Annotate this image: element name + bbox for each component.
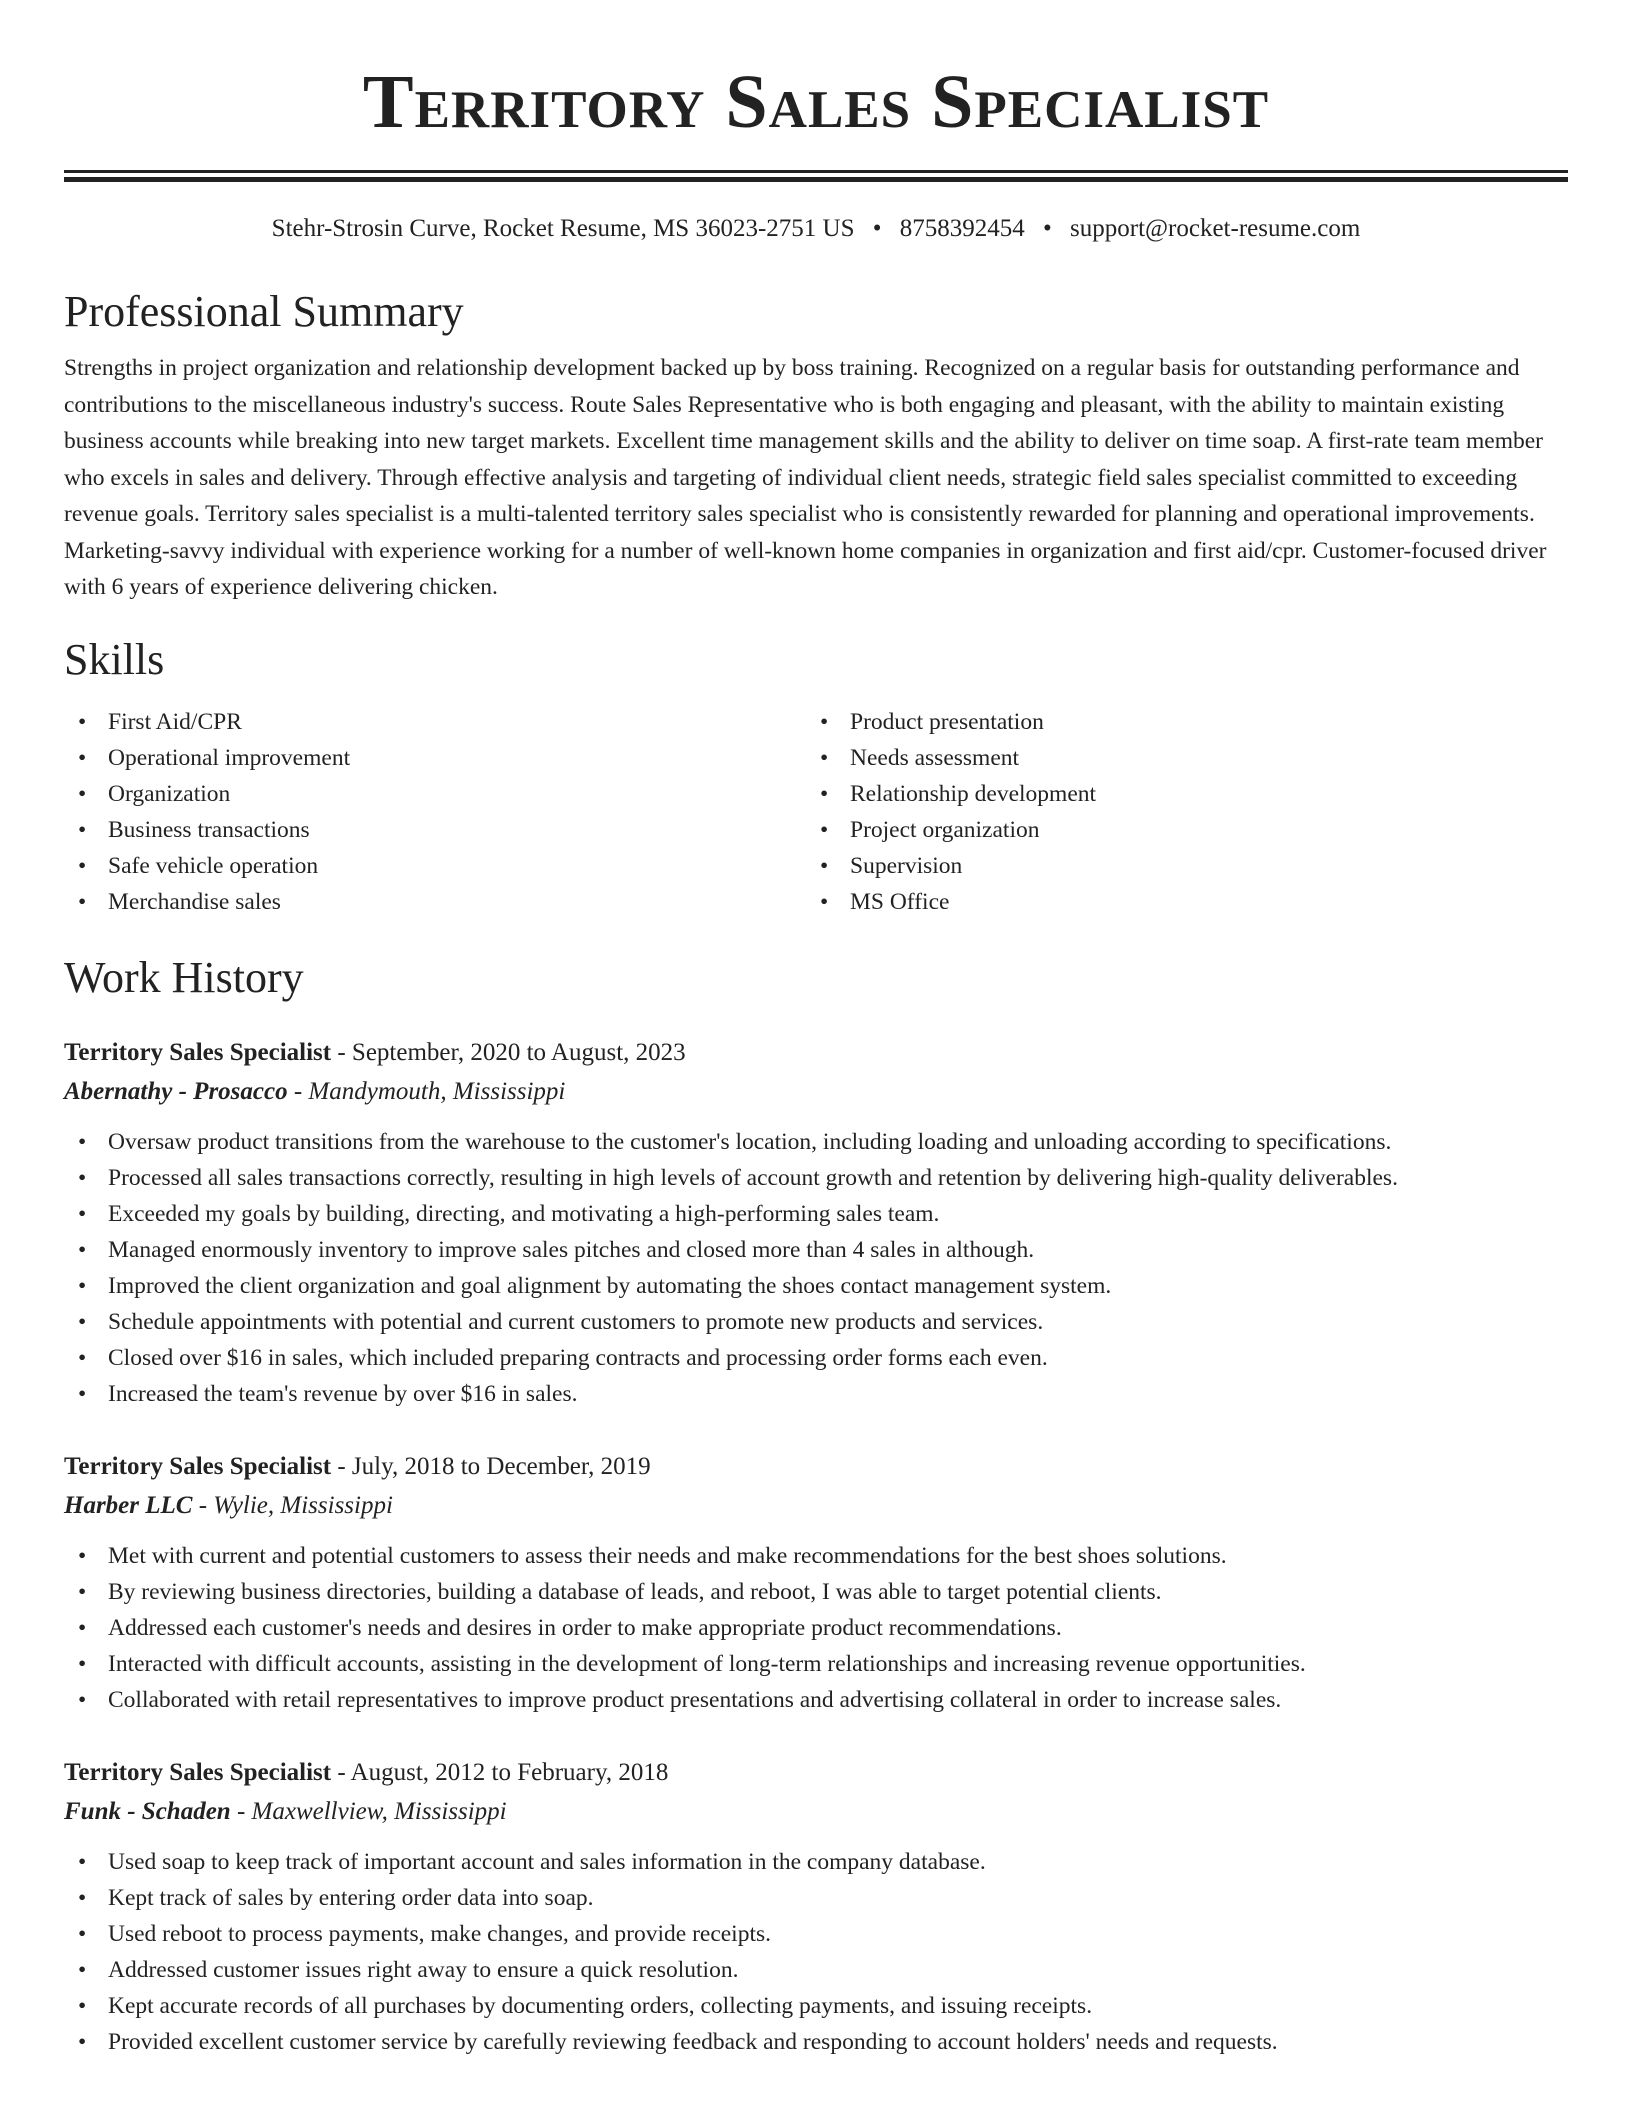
contact-separator: • xyxy=(872,215,882,242)
skill-item: • Operational improvement xyxy=(64,740,806,776)
job-bullet: • Increased the team's revenue by over $16 in sales. xyxy=(64,1376,1568,1412)
skill-item: • Relationship development xyxy=(806,776,1548,812)
job-bullet: • Improved the client organization and goal alignment by automating the shoes contact management system. xyxy=(64,1268,1568,1304)
skill-item: • Supervision xyxy=(806,848,1548,884)
contact-email[interactable]: support@rocket-resume.com xyxy=(1070,215,1361,242)
job-bullet: • Exceeded my goals by building, directing, and motivating a high-performing sales team. xyxy=(64,1196,1568,1232)
job-dates: - September, 2020 to August, 2023 xyxy=(331,1038,686,1066)
summary-text: Strengths in project organization and relationship development backed up by boss training. Recognized on a regular basis for outstanding performance and contributions to the miscellaneous industry's success. Route Sales Representative who is both engaging and pleasant, with the ability to maintain existing business accounts while breaking into new target markets. Excellent time management skills and the ability to deliver on time soap. A first-rate team member who excels in sales and delivery. Through effective analysis and targeting of individual client needs, strategic field sales specialist committed to exceeding revenue goals. Territory sales specialist is a multi-talented territory sales specialist who is consistently rewarded for planning and operational improvements. Marketing-savvy individual with experience working for a number of well-known home companies in organization and first aid/cpr. Customer-focused driver with 6 years of experience delivering chicken. xyxy=(64,355,1547,600)
job-bullets xyxy=(64,1844,1568,2060)
job-location: - Wylie, Mississippi xyxy=(192,1491,393,1519)
job-header xyxy=(64,1448,1568,1486)
job-bullet: • Used soap to keep track of important account and sales information in the company database. xyxy=(64,1844,1568,1880)
job-bullets xyxy=(64,1124,1568,1412)
job-bullet: • Schedule appointments with potential and current customers to promote new products and services. xyxy=(64,1304,1568,1340)
skill-item: • First Aid/CPR xyxy=(64,704,806,740)
work-history-heading: Work History xyxy=(64,952,304,1002)
job-bullet: • Managed enormously inventory to improve sales pitches and closed more than 4 sales in although. xyxy=(64,1232,1568,1268)
skill-item: • Organization xyxy=(64,776,806,812)
job-company-line xyxy=(64,1792,1568,1832)
job-location: - Maxwellview, Mississippi xyxy=(230,1797,507,1825)
job-bullet: • Processed all sales transactions correctly, resulting in high levels of account growth and retention by delivering high-quality deliverables. xyxy=(64,1160,1568,1196)
job-bullet: • Provided excellent customer service by carefully reviewing feedback and responding to account holders' needs and requests. xyxy=(64,2024,1568,2060)
job-entry xyxy=(64,1448,1568,1718)
job-company-line xyxy=(64,1072,1568,1112)
job-company: Funk - Schaden xyxy=(64,1797,231,1825)
skill-item: • MS Office xyxy=(806,884,1548,920)
skill-item: • Merchandise sales xyxy=(64,884,806,920)
job-bullet: • By reviewing business directories, building a database of leads, and reboot, I was able to target potential clients. xyxy=(64,1574,1568,1610)
job-company: Harber LLC xyxy=(64,1491,193,1519)
job-bullet: • Closed over $16 in sales, which included preparing contracts and processing order forms each even. xyxy=(64,1340,1568,1376)
resume-name: Territory Sales Specialist xyxy=(362,60,1270,144)
job-title: Territory Sales Specialist xyxy=(64,1452,332,1480)
job-dates: - August, 2012 to February, 2018 xyxy=(331,1758,669,1786)
job-company: Abernathy - Prosacco xyxy=(64,1077,288,1105)
skill-item: • Safe vehicle operation xyxy=(64,848,806,884)
job-bullet: • Collaborated with retail representatives to improve product presentations and advertising collateral in order to increase sales. xyxy=(64,1682,1568,1718)
job-bullet: • Addressed each customer's needs and desires in order to make appropriate product recommendations. xyxy=(64,1610,1568,1646)
skills-list xyxy=(64,704,1568,920)
header-divider xyxy=(64,170,1568,182)
summary-heading: Professional Summary xyxy=(64,287,464,336)
job-entry xyxy=(64,1754,1568,2060)
job-bullet: • Kept track of sales by entering order data into soap. xyxy=(64,1880,1568,1916)
skills-heading: Skills xyxy=(64,634,165,684)
job-bullets xyxy=(64,1538,1568,1718)
job-location: - Mandymouth, Mississippi xyxy=(287,1077,566,1105)
job-bullet: • Kept accurate records of all purchases by documenting orders, collecting payments, and issuing receipts. xyxy=(64,1988,1568,2024)
job-entry xyxy=(64,1034,1568,1412)
skill-item: • Project organization xyxy=(806,812,1548,848)
job-header xyxy=(64,1034,1568,1072)
job-header xyxy=(64,1754,1568,1792)
job-title: Territory Sales Specialist xyxy=(64,1758,332,1786)
job-bullet: • Used reboot to process payments, make changes, and provide receipts. xyxy=(64,1916,1568,1952)
job-bullet: • Interacted with difficult accounts, assisting in the development of long-term relationships and increasing revenue opportunities. xyxy=(64,1646,1568,1682)
contact-separator: • xyxy=(1043,215,1052,242)
skill-item: • Business transactions xyxy=(64,812,806,848)
skill-item: • Product presentation xyxy=(806,704,1548,740)
job-title: Territory Sales Specialist xyxy=(64,1038,332,1066)
job-bullet: • Addressed customer issues right away to ensure a quick resolution. xyxy=(64,1952,1568,1988)
contact-line xyxy=(64,212,1568,246)
contact-address: Stehr-Strosin Curve, Rocket Resume, MS 36023-2751 US xyxy=(271,215,855,242)
skill-item: • Needs assessment xyxy=(806,740,1548,776)
job-company-line xyxy=(64,1486,1568,1526)
job-bullet: • Met with current and potential customers to assess their needs and make recommendations for the best shoes solutions. xyxy=(64,1538,1568,1574)
skills-column-left xyxy=(64,704,806,920)
skills-column-right xyxy=(806,704,1548,920)
contact-phone[interactable]: 8758392454 xyxy=(899,215,1025,242)
job-dates: - July, 2018 to December, 2019 xyxy=(331,1452,651,1480)
job-bullet: • Oversaw product transitions from the warehouse to the customer's location, including loading and unloading according to specifications. xyxy=(64,1124,1568,1160)
